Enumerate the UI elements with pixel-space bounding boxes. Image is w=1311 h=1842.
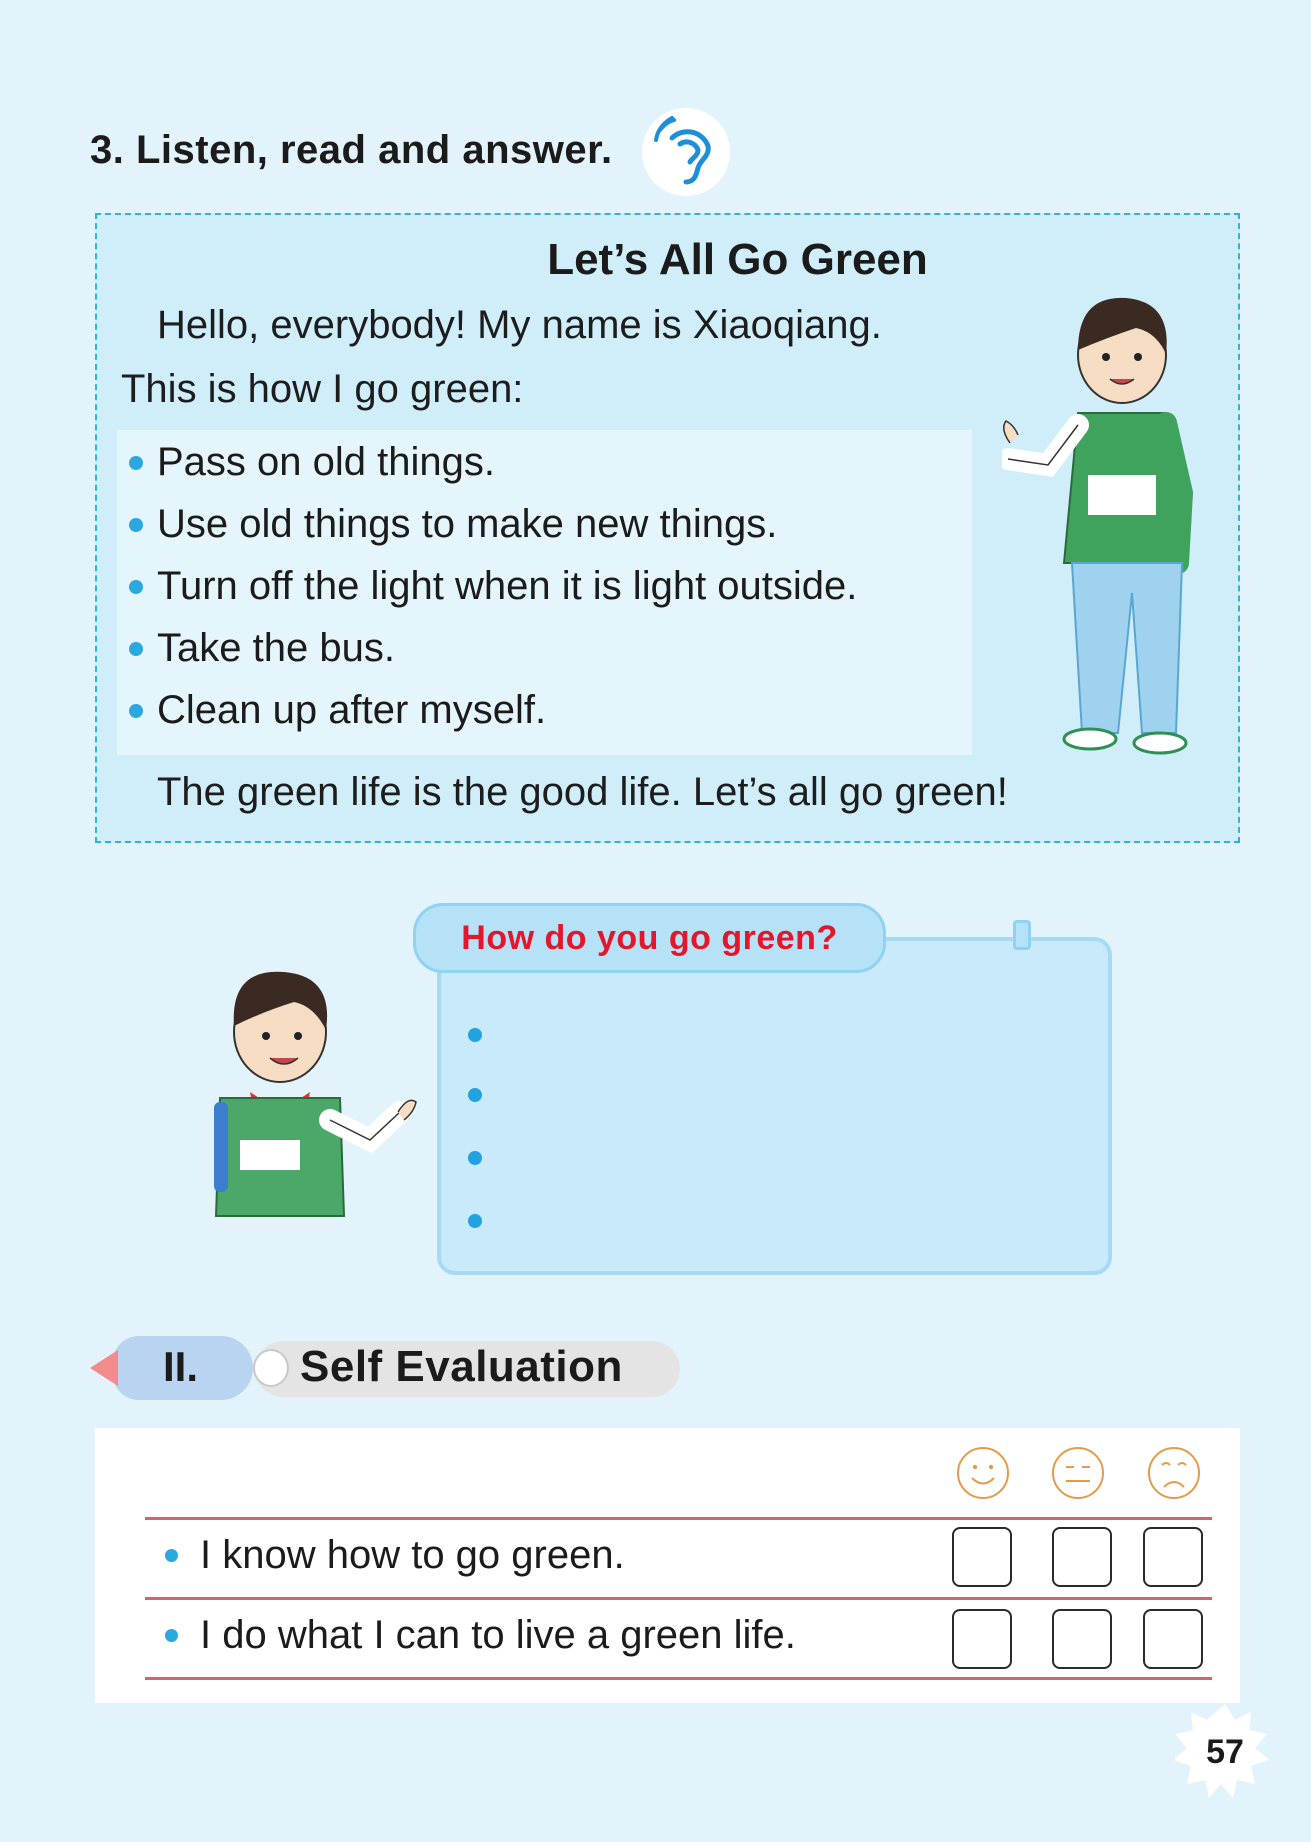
list-item: Take the bus.	[129, 626, 395, 671]
table-row: I know how to go green.	[165, 1533, 625, 1578]
smiley-happy-icon	[955, 1445, 1011, 1501]
bullet-icon	[129, 704, 143, 718]
table-rule	[145, 1517, 1212, 1520]
blank-bullet[interactable]	[468, 1088, 482, 1102]
reading-passage-box	[95, 213, 1240, 843]
pencil-cap-icon	[253, 1349, 289, 1387]
closing-line: The green life is the good life. Let’s all go green!	[157, 770, 1008, 814]
table-rule	[145, 1677, 1212, 1680]
blank-bullet[interactable]	[468, 1151, 482, 1165]
bullet-icon	[129, 456, 143, 470]
section-heading: 3. Listen, read and answer.	[90, 128, 613, 172]
bullet-icon	[165, 1549, 178, 1562]
rating-checkbox-neutral[interactable]	[1052, 1527, 1112, 1587]
rating-checkbox-neutral[interactable]	[1052, 1609, 1112, 1669]
ear-icon[interactable]	[642, 108, 730, 196]
intro-line-1: Hello, everybody! My name is Xiaoqiang.	[157, 303, 882, 347]
rating-checkbox-happy[interactable]	[952, 1527, 1012, 1587]
table-rule	[145, 1597, 1212, 1600]
pencil-tip-icon	[90, 1350, 118, 1386]
list-item: Clean up after myself.	[129, 688, 546, 733]
bullet-icon	[129, 518, 143, 532]
rating-checkbox-sad[interactable]	[1143, 1609, 1203, 1669]
table-row: I do what I can to live a green life.	[165, 1613, 796, 1658]
boy-standing-illustration	[1002, 295, 1222, 755]
board-tab-notch	[1013, 920, 1031, 950]
bullet-icon	[129, 580, 143, 594]
rating-checkbox-sad[interactable]	[1143, 1527, 1203, 1587]
blank-bullet[interactable]	[468, 1028, 482, 1042]
bullet-icon	[129, 642, 143, 656]
section-number: II.	[163, 1343, 199, 1390]
board-question-tab: How do you go green?	[413, 903, 886, 973]
list-item: Pass on old things.	[129, 440, 495, 485]
self-evaluation-title: Self Evaluation	[300, 1342, 623, 1391]
page-number: 57	[1206, 1733, 1244, 1771]
bullet-icon	[165, 1629, 178, 1642]
rating-checkbox-happy[interactable]	[952, 1609, 1012, 1669]
smiley-sad-icon	[1146, 1445, 1202, 1501]
smiley-neutral-icon	[1050, 1445, 1106, 1501]
passage-title: Let’s All Go Green	[547, 235, 928, 284]
list-item: Use old things to make new things.	[129, 502, 777, 547]
intro-line-2: This is how I go green:	[121, 367, 524, 411]
bullet-list	[117, 430, 972, 755]
answer-board[interactable]	[437, 937, 1112, 1275]
boy-pointing-illustration	[210, 970, 425, 1220]
list-item: Turn off the light when it is light outside.	[129, 564, 857, 609]
blank-bullet[interactable]	[468, 1214, 482, 1228]
